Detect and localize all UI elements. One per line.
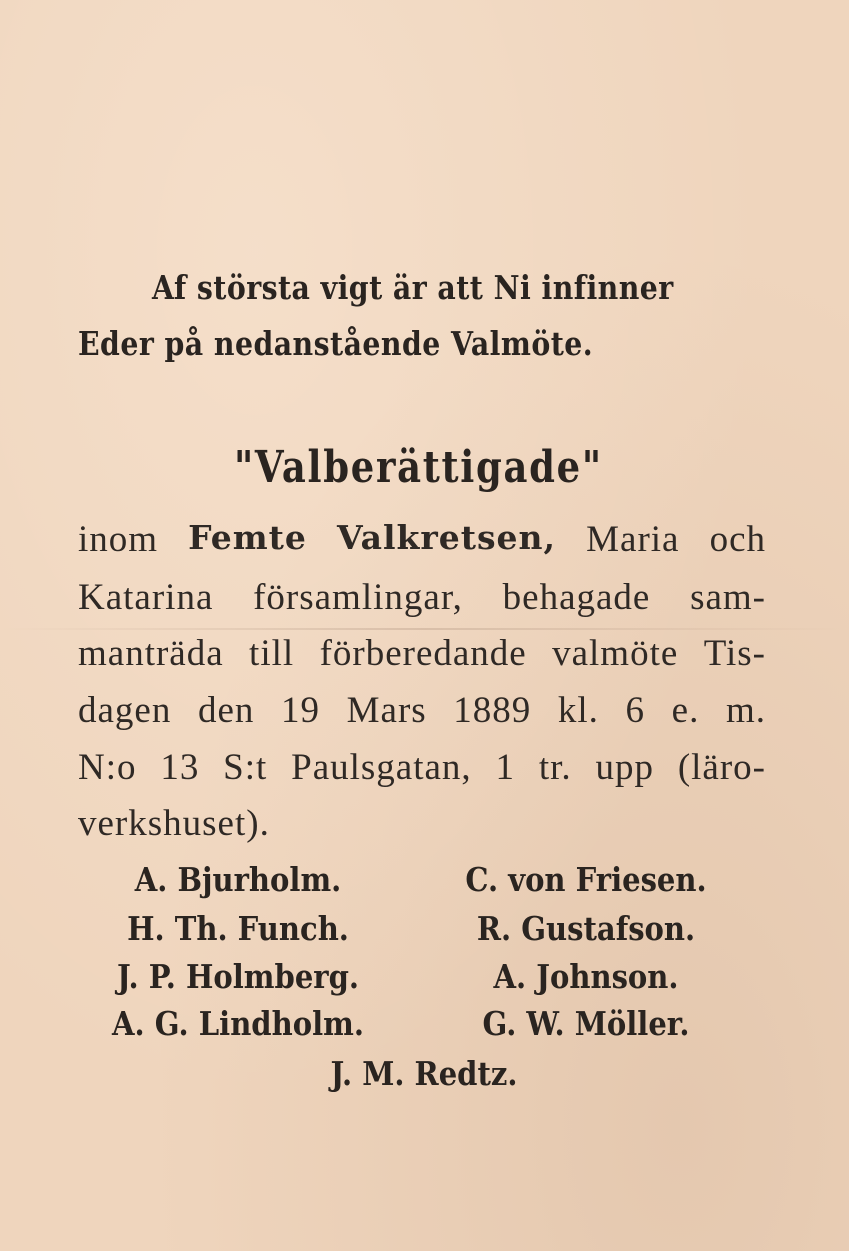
word: (läro-	[677, 747, 766, 788]
word: sam-	[690, 577, 766, 618]
word: upp	[595, 747, 654, 788]
signatory-name: G. W. Möller.	[482, 1004, 690, 1043]
word: inom	[78, 519, 159, 560]
word-bold: Femte	[188, 518, 307, 557]
word: församlingar,	[253, 577, 463, 618]
word-bold: Valkretsen,	[337, 518, 557, 557]
word: S:t	[223, 747, 268, 788]
paragraph-line-6: verkshuset).	[78, 803, 270, 844]
signatory-name: H. Th. Funch.	[127, 909, 349, 948]
word: Paulsgatan,	[291, 747, 472, 788]
word: tr.	[538, 747, 572, 788]
word: 1	[495, 747, 516, 788]
word: dagen	[78, 690, 172, 731]
word: 6	[625, 690, 646, 731]
word: N:o	[78, 747, 137, 788]
word: till	[249, 633, 295, 674]
signatory-name: R. Gustafson.	[476, 909, 696, 948]
paragraph-line-5	[78, 746, 766, 789]
word: och	[709, 519, 766, 560]
signatory-name: A. G. Lindholm.	[112, 1004, 364, 1043]
intro-line-2: Eder på nedanstående Valmöte.	[78, 324, 594, 363]
word: 19	[281, 690, 321, 731]
word: kl.	[557, 690, 599, 731]
signatory-name-last: J. M. Redtz.	[330, 1054, 518, 1093]
signatory-name: C. von Friesen.	[465, 860, 707, 899]
word: Maria	[586, 519, 680, 560]
word: 1889	[453, 690, 532, 731]
word: förberedande	[319, 633, 527, 674]
signatory-name: J. P. Holmberg.	[116, 957, 360, 996]
paragraph-line-3	[78, 632, 766, 675]
paragraph-line-4	[78, 689, 766, 732]
word: valmöte	[552, 633, 679, 674]
word: manträda	[78, 633, 224, 674]
paragraph-line-2	[78, 576, 766, 619]
word: Mars	[346, 690, 427, 731]
fold-crease	[0, 628, 849, 630]
word: Tis-	[703, 633, 766, 674]
word: m.	[725, 690, 766, 731]
signatory-name: A. Johnson.	[493, 957, 679, 996]
word: Katarina	[78, 577, 214, 618]
paragraph-line-1	[78, 518, 766, 561]
word: 13	[160, 747, 200, 788]
signatory-name: A. Bjurholm.	[134, 860, 342, 899]
word: den	[197, 690, 255, 731]
intro-line-1: Af största vigt är att Ni infinner	[152, 268, 674, 307]
heading-valberattigade: "Valberättigade"	[234, 442, 603, 493]
word: behagade	[502, 577, 651, 618]
word: e.	[671, 690, 700, 731]
